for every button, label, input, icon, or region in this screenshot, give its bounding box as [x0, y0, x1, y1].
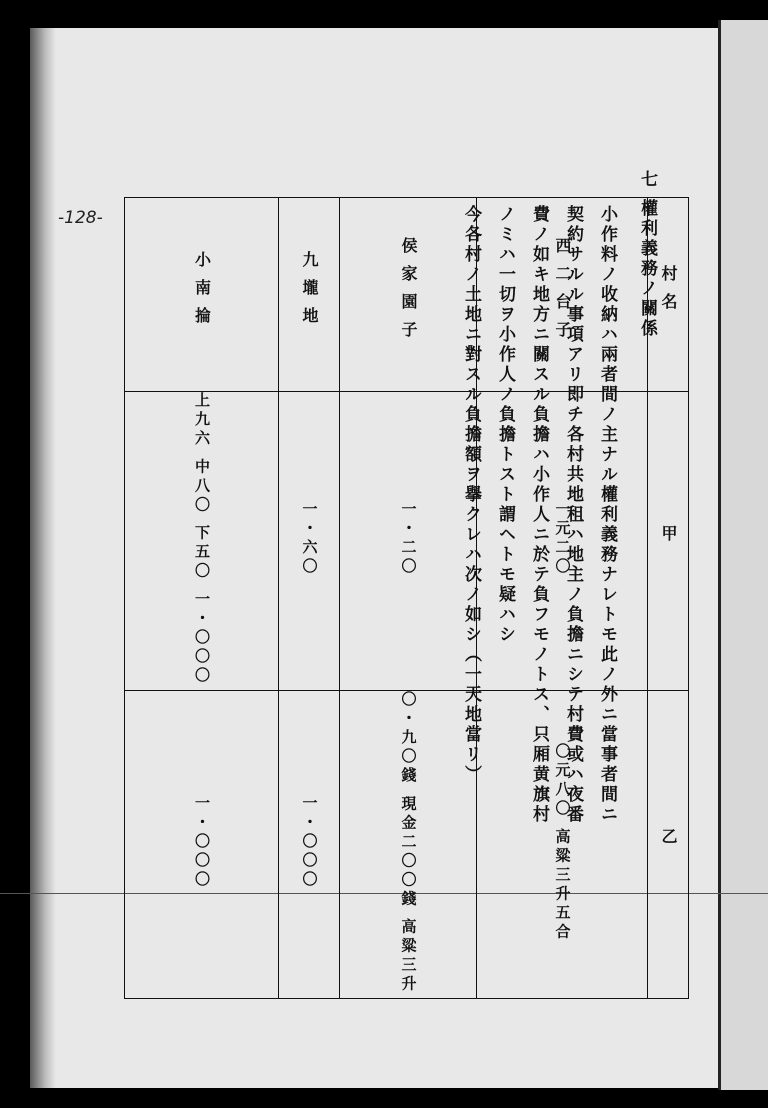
table-cell-otsu: 一・〇〇〇	[125, 690, 279, 998]
table-cell-village: 小南掄	[125, 198, 279, 392]
table-cell-village: 西二台子	[477, 198, 648, 392]
table-cell-kou: 一・六〇	[279, 392, 340, 691]
page-number: -128-	[58, 208, 103, 228]
table-cell-otsu: 〇元八〇 高粱三升五合	[477, 690, 648, 998]
body-column: 今各村ノ土地ニ對スル負擔額ヲ擧クレハ次ノ如シ（一天地當リ）	[461, 205, 481, 785]
section-title: 七 權利義務ノ關係	[637, 170, 657, 339]
body-column: 小作料ノ收納ハ兩者間ノ主ナル權利義務ナレトモ此ノ外ニ當事者間ニ	[597, 205, 617, 825]
table-cell-otsu: 〇・九〇錢 現金二〇〇錢 高粱三升	[340, 690, 477, 998]
table-header-otsu: 乙	[648, 690, 689, 998]
body-column: ノミハ一切ヲ小作人ノ負擔トスト謂ヘトモ疑ハシ	[495, 205, 515, 645]
table-cell-kou: 一元二〇	[477, 392, 648, 691]
body-column: 契約サルル事項アリ即チ各村共地租ハ地主ノ負擔ニシテ村費或ハ夜番	[563, 205, 583, 825]
table-header-village: 村名	[648, 198, 689, 392]
table-cell-village: 九壠地	[279, 198, 340, 392]
table-header-kou: 甲	[648, 392, 689, 691]
table-cell-kou: 一・二〇	[340, 392, 477, 691]
body-column: 費ノ如キ地方ニ關スル負擔ハ小作人ニ於テ負フモノトス、只厢黄旗村	[529, 205, 549, 825]
table-cell-village: 侯家園子	[340, 198, 477, 392]
facing-page-edge	[718, 20, 768, 1090]
book-spine-shadow	[30, 28, 56, 1088]
table-cell-kou: 上九六 中八〇 下五〇 一・〇〇〇	[125, 392, 279, 691]
table-cell-otsu: 一・〇〇〇	[279, 690, 340, 998]
burden-table	[124, 197, 689, 999]
